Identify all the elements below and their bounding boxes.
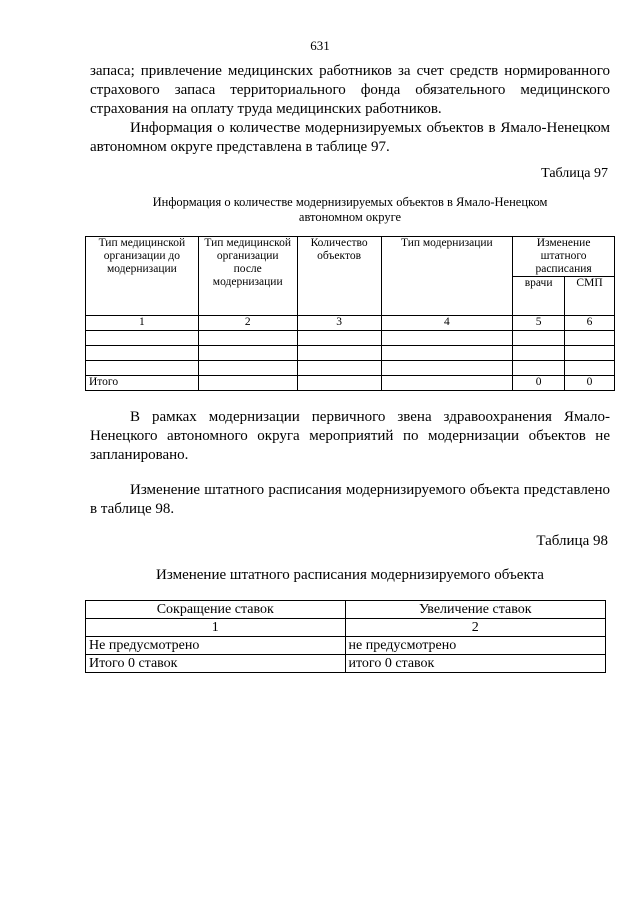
t98-num-2: 2 <box>345 619 606 637</box>
table-row <box>86 637 606 655</box>
middle-paragraph-1: В рамках модернизации первичного звена здравоохранения Ямало-Ненецкого автономного округа мероприятий по модернизации объектов не запланировано. <box>90 409 610 463</box>
t97-total-smp: 0 <box>565 376 615 391</box>
table98-label: Таблица 98 <box>536 533 608 549</box>
table-97 <box>85 236 615 391</box>
intro-paragraph-2: Информация о количестве модернизируемых объектов в Ямало-Ненецком автономном округе представлена в таблице 97. <box>90 120 610 155</box>
table97-label: Таблица 97 <box>541 166 608 181</box>
table-row <box>86 331 615 346</box>
table97-title <box>90 195 610 225</box>
table-98 <box>85 600 606 673</box>
t98-header-increase: Увеличение ставок <box>345 601 606 619</box>
table-row <box>86 361 615 376</box>
t97-total-row <box>86 376 615 391</box>
t97-header-smp: СМП <box>565 277 615 316</box>
t97-total-label: Итого <box>86 376 199 391</box>
t98-header-reduction: Сокращение ставок <box>86 601 346 619</box>
middle-text-2 <box>90 481 610 519</box>
t97-total-doctors: 0 <box>513 376 565 391</box>
intro-text <box>90 62 610 157</box>
table97-title-line2: автономном округе <box>298 210 402 224</box>
t97-num-6: 6 <box>565 316 615 331</box>
t97-header-count: Количество объектов <box>297 237 381 316</box>
t97-header-type-before: Тип медицинской организации до модернизации <box>86 237 199 316</box>
middle-paragraph-2: Изменение штатного расписания модернизируемого объекта представлено в таблице 98. <box>90 482 610 517</box>
t98-row2-increase: итого 0 ставок <box>345 655 606 673</box>
t97-number-row <box>86 316 615 331</box>
t97-header-modernization-type: Тип модернизации <box>381 237 513 316</box>
t97-num-3: 3 <box>297 316 381 331</box>
t97-num-1: 1 <box>86 316 199 331</box>
intro-paragraph-1: запаса; привлечение медицинских работников за счет средств нормированного страхового запаса территориального фонда обязательного медицинского страхования на оплату труда медицинских работников. <box>90 63 610 117</box>
table98-title: Изменение штатного расписания модернизируемого объекта <box>156 567 544 583</box>
t97-header-staff-change: Изменение штатного расписания <box>513 237 615 277</box>
t98-row2-reduction: Итого 0 ставок <box>86 655 346 673</box>
t98-row1-increase: не предусмотрено <box>345 637 606 655</box>
page-number: 631 <box>310 38 330 53</box>
table97-title-line1: Информация о количестве модернизируемых объектов в Ямало-Ненецком <box>152 195 548 209</box>
middle-text <box>90 408 610 465</box>
t97-num-4: 4 <box>381 316 513 331</box>
t97-num-5: 5 <box>513 316 565 331</box>
t98-num-1: 1 <box>86 619 346 637</box>
t97-header-type-after: Тип медицинской организации после модернизации <box>198 237 297 316</box>
table-row <box>86 346 615 361</box>
t98-row1-reduction: Не предусмотрено <box>86 637 346 655</box>
t97-header-doctors: врачи <box>513 277 565 316</box>
t97-num-2: 2 <box>198 316 297 331</box>
table-row <box>86 655 606 673</box>
